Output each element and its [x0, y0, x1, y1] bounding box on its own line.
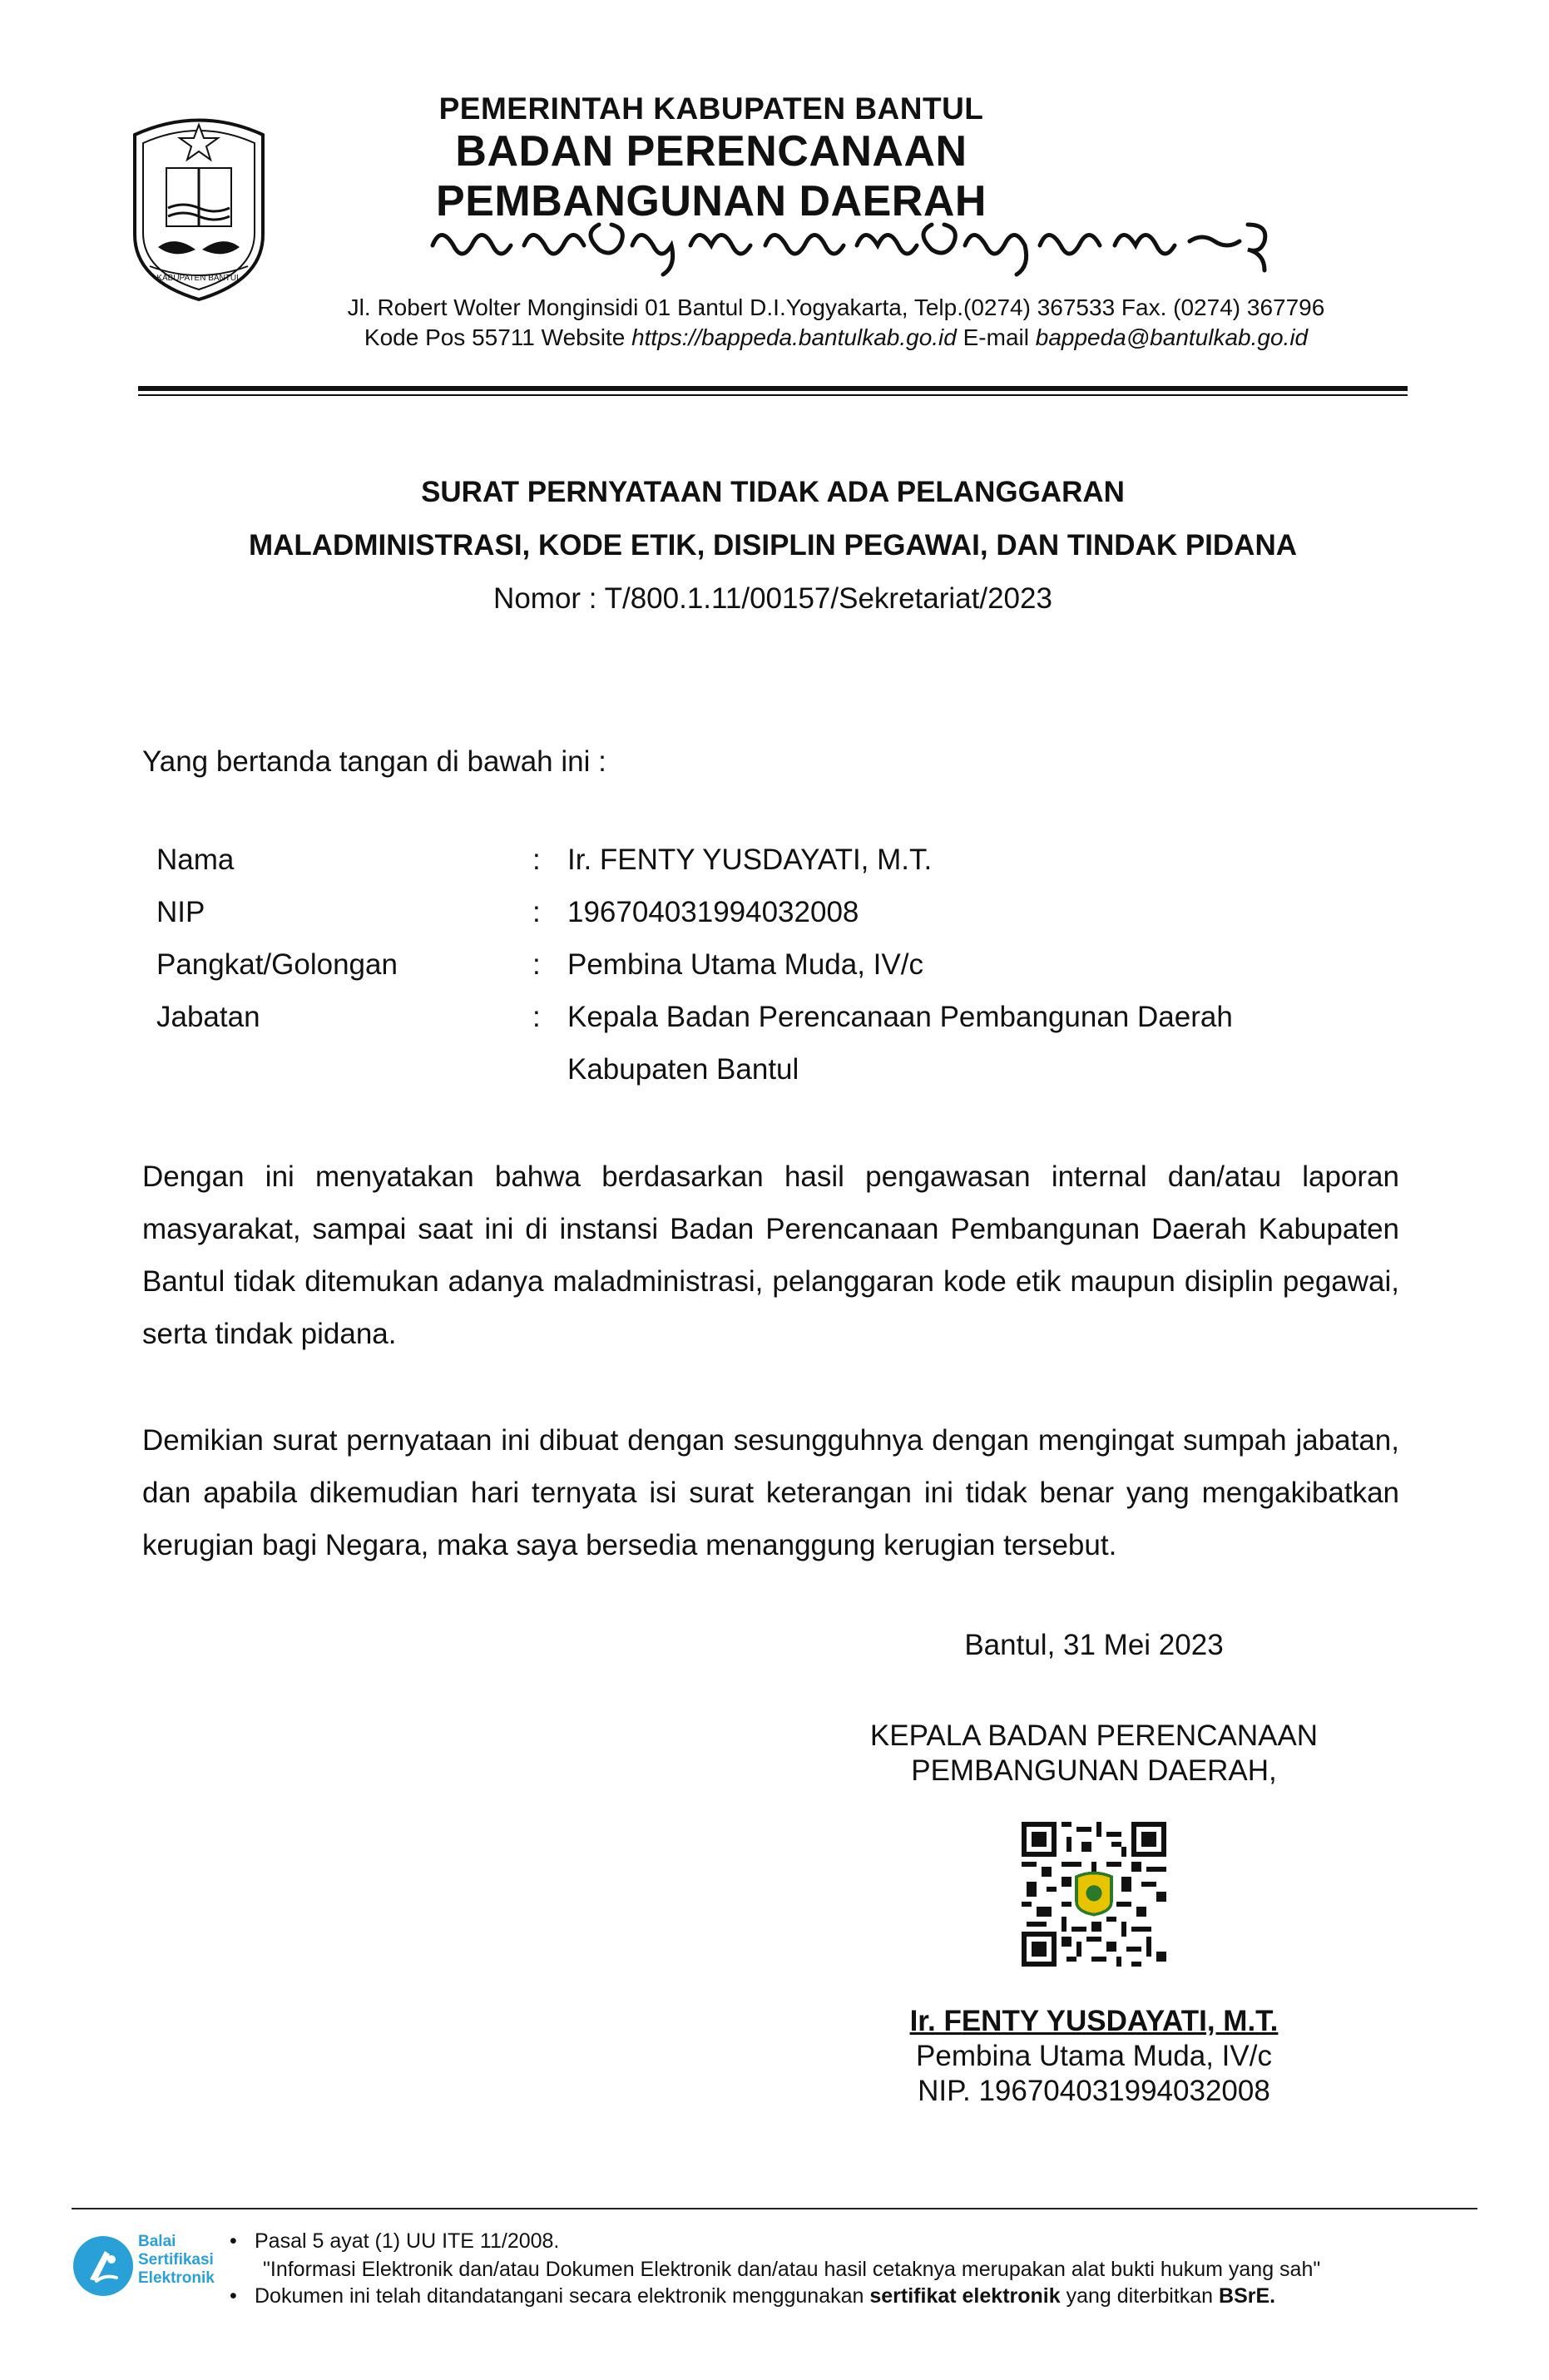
letterhead-rule-thick: [138, 386, 1408, 391]
bsre-line-1: Balai: [138, 2233, 176, 2250]
qr-code-icon: [1022, 1822, 1166, 1967]
footer-rule: [72, 2208, 1477, 2209]
javanese-script-icon: [424, 200, 1289, 279]
statement-paragraph: Dengan ini menyatakan bahwa berdasarkan hasil pengawasan internal dan/atau laporan masyarakat, sampai saat ini di instansi Badan Perencanaan Pembangunan Daerah Kabupaten Bantul tidak ditemukan adanya maladministrasi, pelanggaran kode etik maupun disiplin pegawai, serta tindak pidana.: [142, 1160, 1399, 1350]
bullet: •: [230, 2229, 237, 2253]
nama-value: Ir. FENTY YUSDAYATI, M.T.: [567, 844, 933, 876]
footer-signed-cert: sertifikat elektronik: [869, 2284, 1061, 2308]
agency-name: BADAN PERENCANAAN PEMBANGUNAN DAERAH: [436, 127, 987, 225]
bsre-logo-icon: [72, 2234, 135, 2298]
jabatan-label: Jabatan: [156, 1001, 260, 1033]
footer-signed-prefix: Dokumen ini telah ditandatangani secara elektronik menggunakan: [255, 2284, 870, 2308]
signatory-name: Ir. FENTY YUSDAYATI, M.T.: [909, 2005, 1279, 2037]
signatory-office-line-1: KEPALA BADAN PERENCANAAN: [869, 1719, 1319, 1752]
footer-quote: "Informasi Elektronik dan/atau Dokumen Elektronik dan/atau hasil cetaknya merupakan alat bukti hukum yang sah": [263, 2258, 1321, 2281]
address-line-1: Jl. Robert Wolter Monginsidi 01 Bantul D.I.Yogyakarta, Telp.(0274) 367533 Fax. (0274) 367796: [347, 294, 1325, 320]
intro-text: Yang bertanda tangan di bawah ini :: [142, 745, 606, 778]
nip-colon: :: [532, 896, 541, 928]
jabatan-value-line-2: Kabupaten Bantul: [567, 1053, 799, 1086]
nama-label: Nama: [156, 844, 235, 876]
email-link[interactable]: bappeda@bantulkab.go.id: [1035, 324, 1309, 350]
document-title-line-1: SURAT PERNYATAAN TIDAK ADA PELANGGARAN: [421, 476, 1125, 508]
address-prefix: Kode Pos 55711 Website: [364, 324, 632, 350]
signatory-office-line-2: PEMBANGUNAN DAERAH,: [911, 1754, 1277, 1787]
bsre-logo-text: [138, 2233, 215, 2288]
bantul-regency-emblem-icon: [125, 110, 273, 303]
government-name: PEMERINTAH KABUPATEN BANTUL: [438, 92, 984, 126]
bullet: •: [230, 2284, 237, 2308]
signatory-nip: NIP. 196704031994032008: [918, 2075, 1270, 2107]
footer-signed-notice: [230, 2284, 1275, 2308]
pangkat-value: Pembina Utama Muda, IV/c: [567, 948, 923, 981]
bsre-line-3: Elektronik: [138, 2269, 215, 2287]
jabatan-colon: :: [532, 1001, 541, 1033]
pangkat-label: Pangkat/Golongan: [156, 948, 398, 981]
signatory-rank: Pembina Utama Muda, IV/c: [916, 2040, 1272, 2072]
logo-text: KABUPATEN BANTUL: [156, 274, 241, 283]
closing-paragraph: Demikian surat pernyataan ini dibuat dengan sesungguhnya dengan mengingat sumpah jabatan, dan apabila dikemudian hari ternyata isi surat keterangan ini tidak benar yang mengakibatkan kerugian bagi Negara, maka saya bersedia menanggung kerugian tersebut.: [142, 1424, 1399, 1561]
nip-value: 196704031994032008: [567, 896, 859, 928]
letterhead-rule-thin: [138, 394, 1408, 396]
footer-signed-issuer: BSrE.: [1219, 2284, 1276, 2308]
nama-colon: :: [532, 844, 541, 876]
document-title-line-2: MALADMINISTRASI, KODE ETIK, DISIPLIN PEGAWAI, DAN TINDAK PIDANA: [248, 529, 1298, 562]
document-number: Nomor : T/800.1.11/00157/Sekretariat/2023: [493, 582, 1052, 615]
footer-law-reference: [230, 2229, 559, 2254]
place-date: Bantul, 31 Mei 2023: [964, 1629, 1224, 1661]
website-link[interactable]: https://bappeda.bantulkab.go.id: [631, 324, 957, 350]
email-label: E-mail: [956, 324, 1036, 350]
pangkat-colon: :: [532, 948, 541, 981]
footer-law-text: Pasal 5 ayat (1) UU ITE 11/2008.: [255, 2229, 560, 2253]
jabatan-value-line-1: Kepala Badan Perencanaan Pembangunan Daerah: [567, 1001, 1233, 1033]
footer-signed-mid: yang diterbitkan: [1060, 2284, 1220, 2308]
address-line-2: [275, 324, 1398, 351]
signatory-office: [815, 1719, 1373, 1789]
bsre-line-2: Sertifikasi: [138, 2251, 214, 2269]
nip-label: NIP: [156, 896, 205, 928]
